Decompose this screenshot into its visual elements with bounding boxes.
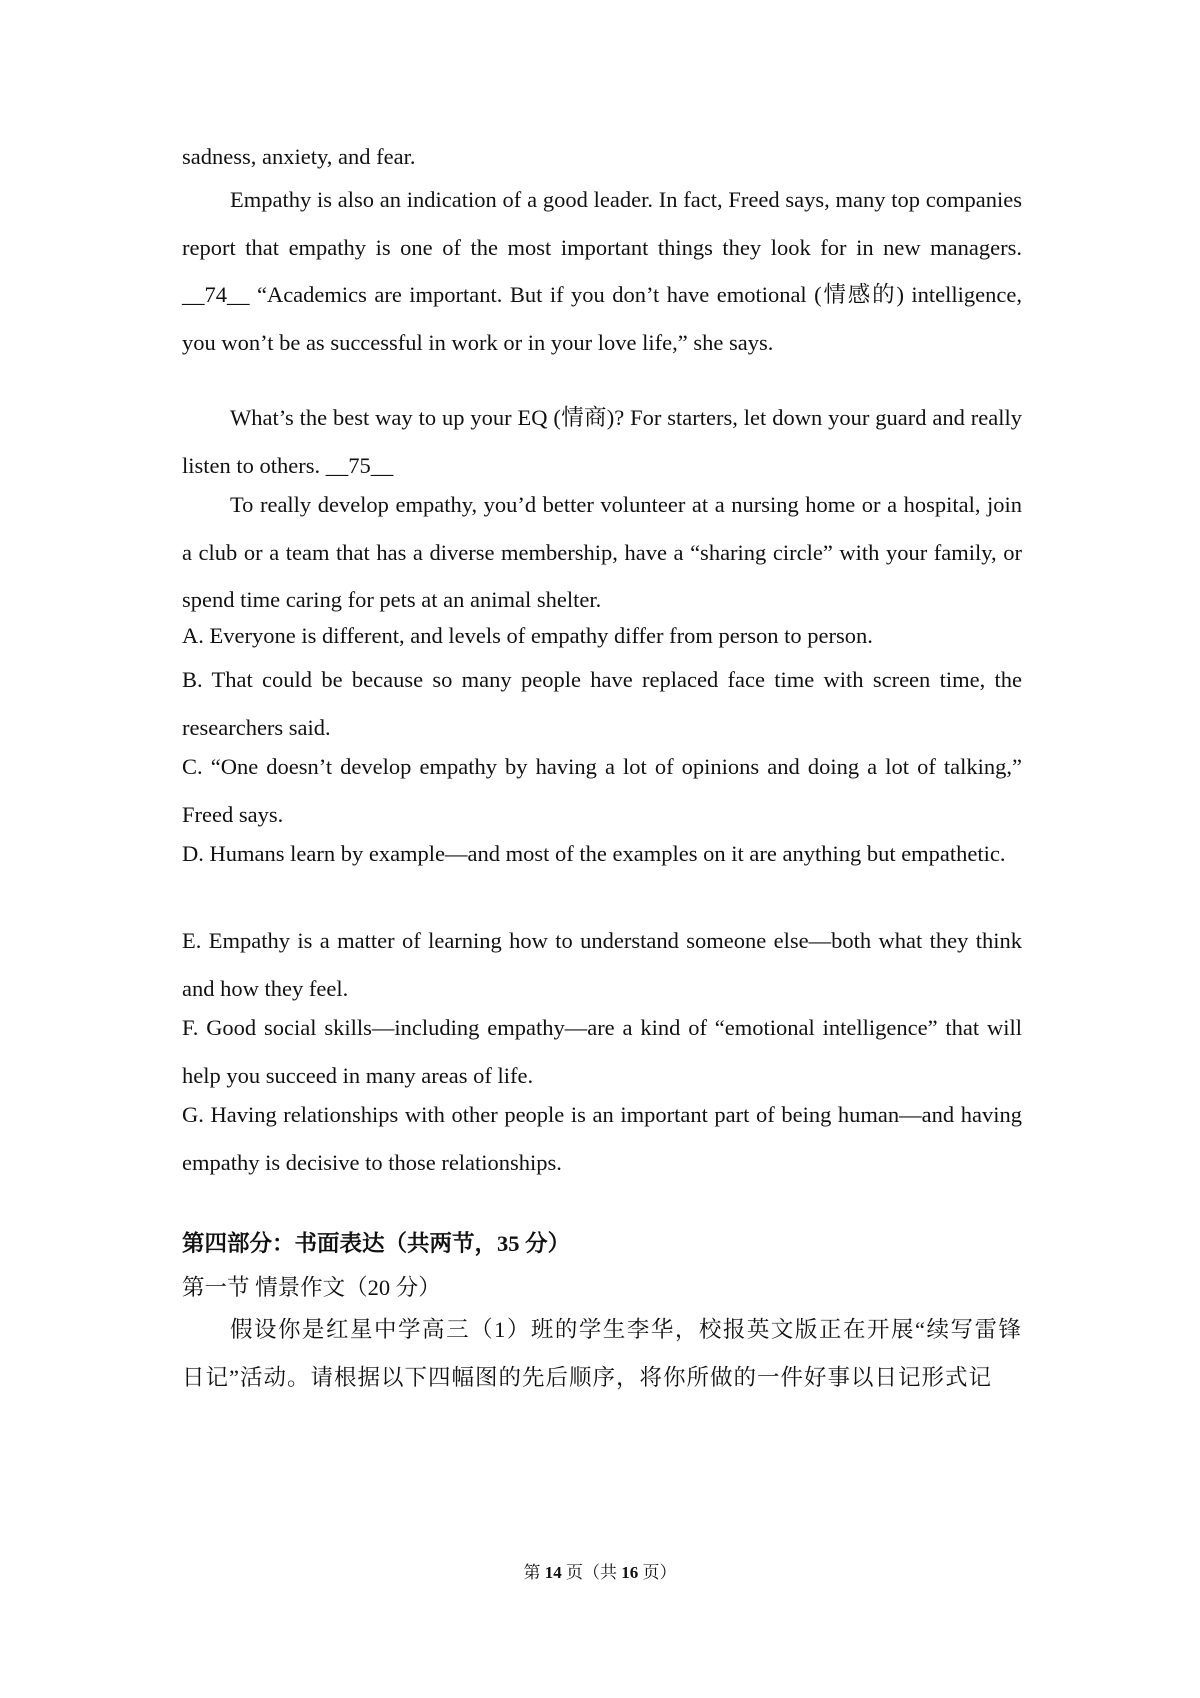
footer-total-pages: 16 [621, 1563, 639, 1582]
option-d: D. Humans learn by example—and most of the examples on it are anything but empathetic. [182, 841, 1006, 866]
passage-paragraph-develop: To really develop empathy, you’d better volunteer at a nursing home or a hospital, join a club or a team that has a diverse membership, have a “sharing circle” with your family, or spend time caring for pets at an animal shelter. [182, 492, 1022, 612]
option-a: A. Everyone is different, and levels of empathy differ from person to person. [182, 623, 873, 648]
option-f: F. Good social skills—including empathy—are a kind of “emotional intelligence” that will help you succeed in many areas of life. [182, 1015, 1022, 1088]
footer-suffix: 页） [642, 1563, 677, 1582]
page-footer [0, 1558, 1200, 1583]
option-e: E. Empathy is a matter of learning how to understand someone else—both what they think and how they feel. [182, 928, 1022, 1001]
footer-prefix: 第 [523, 1563, 541, 1582]
passage-line-sadness: sadness, anxiety, and fear. [182, 144, 416, 169]
section1-title: 第一节 情景作文（20 分） [182, 1275, 441, 1300]
option-g: G. Having relationships with other people is an important part of being human—and having empathy is decisive to those relationships. [182, 1102, 1022, 1175]
option-b: B. That could be because so many people have replaced face time with screen time, the researchers said. [182, 667, 1022, 740]
passage-paragraph-leader: Empathy is also an indication of a good leader. In fact, Freed says, many top companies report that empathy is one of the most important things they look for in new managers. __74__ “Academics are important. But if you don’t have emotional (情感的) intelligence, you won’t be as successful in work or in your love life,” she says. [182, 187, 1022, 355]
part4-heading: 第四部分：书面表达（共两节，35 分） [182, 1231, 571, 1256]
footer-middle: 页（共 [566, 1563, 617, 1582]
option-c: C. “One doesn’t develop empathy by having a lot of opinions and doing a lot of talking,” Freed says. [182, 754, 1022, 827]
writing-prompt: 假设你是红星中学高三（1）班的学生李华，校报英文版正在开展“续写雷锋日记”活动。请根据以下四幅图的先后顺序，将你所做的一件好事以日记形式记 [182, 1317, 1022, 1390]
passage-paragraph-eq: What’s the best way to up your EQ (情商)? For starters, let down your guard and really listen to others. __75__ [182, 405, 1022, 478]
footer-page-number: 14 [544, 1563, 562, 1582]
